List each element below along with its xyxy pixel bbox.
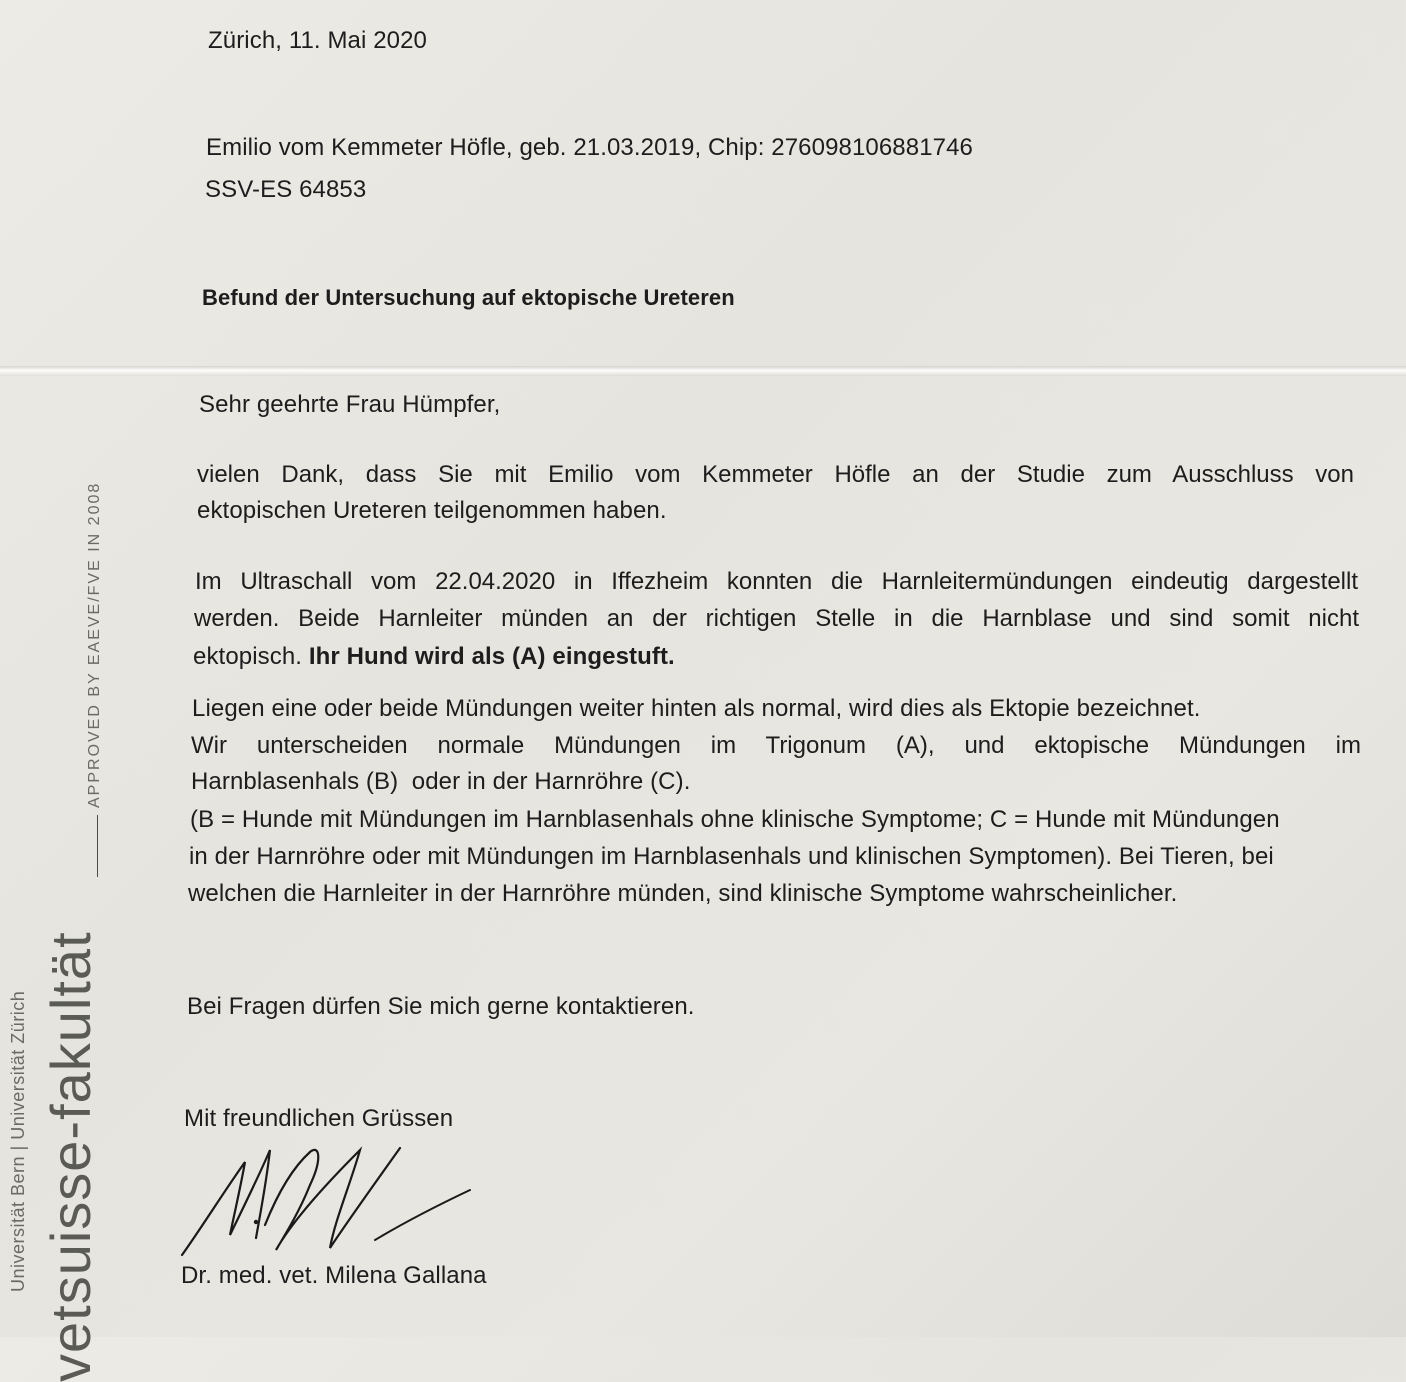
universities-text: Universität Bern | Universität Zürich xyxy=(8,990,28,1292)
paragraph-2-line-2: werden. Beide Harnleiter münden an der richtigen Stelle in die Harnblase und sind somit nicht xyxy=(194,605,1359,632)
paragraph-2-line-3 xyxy=(193,643,675,671)
letter-heading: Befund der Untersuchung auf ektopische Ureteren xyxy=(202,285,735,310)
paragraph-1-line-2: ektopischen Ureteren teilgenommen haben. xyxy=(197,497,667,524)
paragraph-3-line-4: (B = Hunde mit Mündungen im Harnblasenhals ohne klinische Symptome; C = Hunde mit Mündungen xyxy=(190,806,1280,833)
patient-line: Emilio vom Kemmeter Höfle, geb. 21.03.2019, Chip: 276098106881746 xyxy=(206,134,973,161)
paper-fold xyxy=(0,366,1406,376)
handwritten-signature xyxy=(170,1130,500,1270)
paragraph-3-line-6: welchen die Harnleiter in der Harnröhre münden, sind klinische Symptome wahrscheinlicher. xyxy=(188,880,1178,907)
classification-result: Ihr Hund wird als (A) eingestuft. xyxy=(308,643,675,670)
salutation: Sehr geehrte Frau Hümpfer, xyxy=(199,391,501,418)
closing-question: Bei Fragen dürfen Sie mich gerne kontaktieren. xyxy=(187,993,695,1020)
signer-name: Dr. med. vet. Milena Gallana xyxy=(181,1262,487,1289)
faculty-logo: vetsuisse-fakultät xyxy=(39,931,102,1382)
paragraph-2-line-3-text: ektopisch. xyxy=(193,643,303,670)
regards: Mit freundlichen Grüssen xyxy=(184,1105,454,1132)
paragraph-2-line-1: Im Ultraschall vom 22.04.2020 in Iffezheim konnten die Harnleitermündungen eindeutig dargestellt xyxy=(195,568,1358,595)
paragraph-3-line-5: in der Harnröhre oder mit Mündungen im Harnblasenhals und klinischen Symptomen). Bei Tieren, bei xyxy=(189,843,1274,870)
accreditation-rule xyxy=(97,815,98,877)
paragraph-3-line-1: Liegen eine oder beide Mündungen weiter hinten als normal, wird dies als Ektopie bezeichnet. xyxy=(192,695,1201,722)
paragraph-3-line-3: Harnblasenhals (B) oder in der Harnröhre (C). xyxy=(191,768,691,795)
accreditation-text: APPROVED BY EAEVE/FVE IN 2008 xyxy=(86,481,103,808)
date-line: Zürich, 11. Mai 2020 xyxy=(208,27,427,54)
paragraph-1-line-1: vielen Dank, dass Sie mit Emilio vom Kemmeter Höfle an der Studie zum Ausschluss von xyxy=(197,461,1354,488)
paragraph-3-line-2: Wir unterscheiden normale Mündungen im Trigonum (A), und ektopische Mündungen im xyxy=(191,732,1361,759)
registration-line: SSV-ES 64853 xyxy=(205,176,367,203)
